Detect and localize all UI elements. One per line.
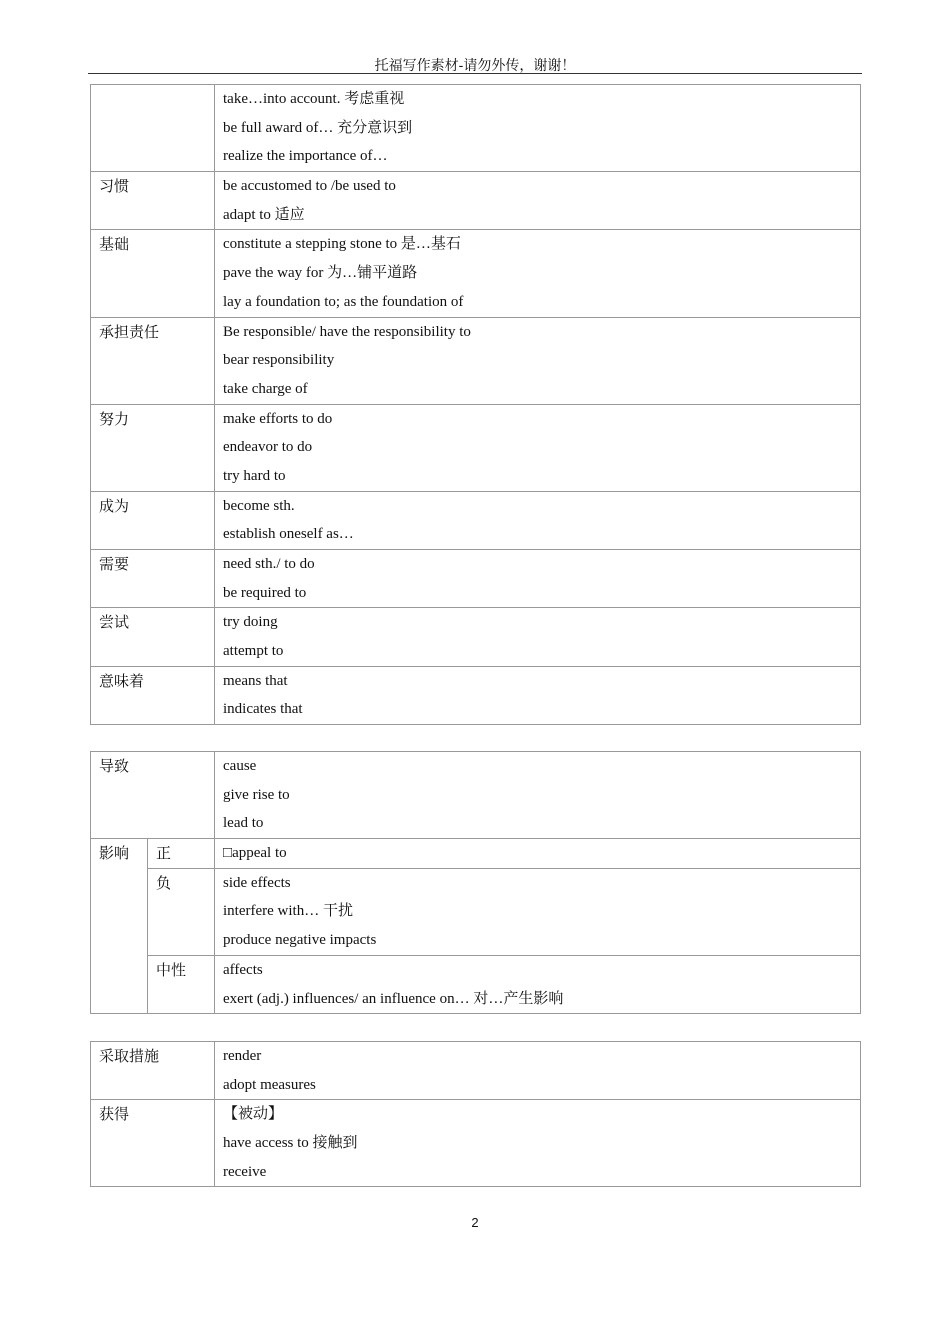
header-rule xyxy=(88,73,862,74)
phrase-line: pave the way for 为…铺平道路 xyxy=(223,265,418,282)
phrase-line: lay a foundation to; as the foundation of xyxy=(223,293,464,310)
phrase-line: bear responsibility xyxy=(223,352,335,369)
phrase-table-3 xyxy=(90,1041,861,1187)
row-content xyxy=(215,230,861,317)
row-content xyxy=(215,955,861,1013)
page-header: 托福写作素材-请勿外传，谢谢！ xyxy=(374,57,576,73)
table-row xyxy=(91,839,861,869)
phrase-line: try doing xyxy=(223,614,278,631)
table-row xyxy=(91,608,861,666)
phrase-table-1 xyxy=(90,84,861,725)
table-row xyxy=(91,172,861,230)
phrase-table-2 xyxy=(90,751,861,1014)
row-label: 导致 xyxy=(91,752,215,839)
phrase-line: have access to 接触到 xyxy=(223,1135,358,1152)
row-content xyxy=(215,839,861,869)
phrase-line: be accustomed to /be used to xyxy=(223,178,396,195)
row-label: 基础 xyxy=(91,230,215,317)
row-content xyxy=(215,608,861,666)
row-content xyxy=(215,317,861,404)
table-row xyxy=(91,752,861,839)
table-row xyxy=(91,955,861,1013)
row-label: 努力 xyxy=(91,404,215,491)
row-content xyxy=(215,491,861,549)
table-row xyxy=(91,1100,861,1187)
row-label: 获得 xyxy=(91,1100,215,1187)
phrase-line: realize the importance of… xyxy=(223,148,388,165)
row-content xyxy=(215,85,861,172)
row-sublabel: 中性 xyxy=(148,955,215,1013)
row-content xyxy=(215,868,861,955)
phrase-line: try hard to xyxy=(223,467,286,484)
row-sublabel: 正 xyxy=(148,839,215,869)
phrase-line: make efforts to do xyxy=(223,410,333,427)
phrase-line: receive xyxy=(223,1163,267,1180)
phrase-line: take charge of xyxy=(223,380,308,397)
phrase-line: establish oneself as… xyxy=(223,526,354,543)
phrase-line: take…into account. 考虑重视 xyxy=(223,91,405,107)
phrase-line: cause xyxy=(223,758,257,774)
table-row xyxy=(91,317,861,404)
row-label: 成为 xyxy=(91,491,215,549)
table-row xyxy=(91,491,861,549)
phrase-line: 【被动】 xyxy=(223,1106,284,1123)
row-content xyxy=(215,550,861,608)
phrase-line: adopt measures xyxy=(223,1076,316,1093)
phrase-line: constitute a stepping stone to 是…基石 xyxy=(223,236,461,253)
row-content xyxy=(215,1100,861,1187)
row-content xyxy=(215,752,861,839)
phrase-line: side effects xyxy=(223,874,291,891)
phrase-line: means that xyxy=(223,672,288,689)
row-label: 承担责任 xyxy=(91,317,215,404)
row-content xyxy=(215,404,861,491)
phrase-line: Be responsible/ have the responsibility to xyxy=(223,323,471,340)
table-row xyxy=(91,550,861,608)
phrase-line: □appeal to xyxy=(223,845,287,862)
page-number: 2 xyxy=(471,1215,479,1230)
phrase-line: indicates that xyxy=(223,701,303,718)
table-row xyxy=(91,1042,861,1100)
row-label: 习惯 xyxy=(91,172,215,230)
phrase-line: need sth./ to do xyxy=(223,556,315,572)
phrase-line: lead to xyxy=(223,815,264,832)
phrase-line: be required to xyxy=(223,584,307,601)
row-content xyxy=(215,666,861,724)
phrase-line: adapt to 适应 xyxy=(223,206,305,223)
phrase-line: produce negative impacts xyxy=(223,932,377,949)
row-label: 影响 xyxy=(91,839,148,1014)
phrase-line: interfere with… 干扰 xyxy=(223,903,353,920)
phrase-line: endeavor to do xyxy=(223,439,313,456)
row-label xyxy=(91,85,215,172)
table-row xyxy=(91,404,861,491)
phrase-line: give rise to xyxy=(223,786,290,803)
table-row xyxy=(91,230,861,317)
row-content xyxy=(215,1042,861,1100)
phrase-line: exert (adj.) influences/ an influence on… 对…产生影响 xyxy=(223,990,564,1007)
row-label: 意味着 xyxy=(91,666,215,724)
row-sublabel: 负 xyxy=(148,868,215,955)
row-label: 需要 xyxy=(91,550,215,608)
table-row xyxy=(91,868,861,955)
row-label: 采取措施 xyxy=(91,1042,215,1100)
phrase-line: be full award of… 充分意识到 xyxy=(223,119,413,136)
phrase-line: render xyxy=(223,1048,262,1064)
table-row xyxy=(91,666,861,724)
row-label: 尝试 xyxy=(91,608,215,666)
phrase-line: attempt to xyxy=(223,643,284,660)
table-row xyxy=(91,85,861,172)
row-content xyxy=(215,172,861,230)
phrase-line: affects xyxy=(223,961,263,978)
phrase-line: become sth. xyxy=(223,497,295,514)
